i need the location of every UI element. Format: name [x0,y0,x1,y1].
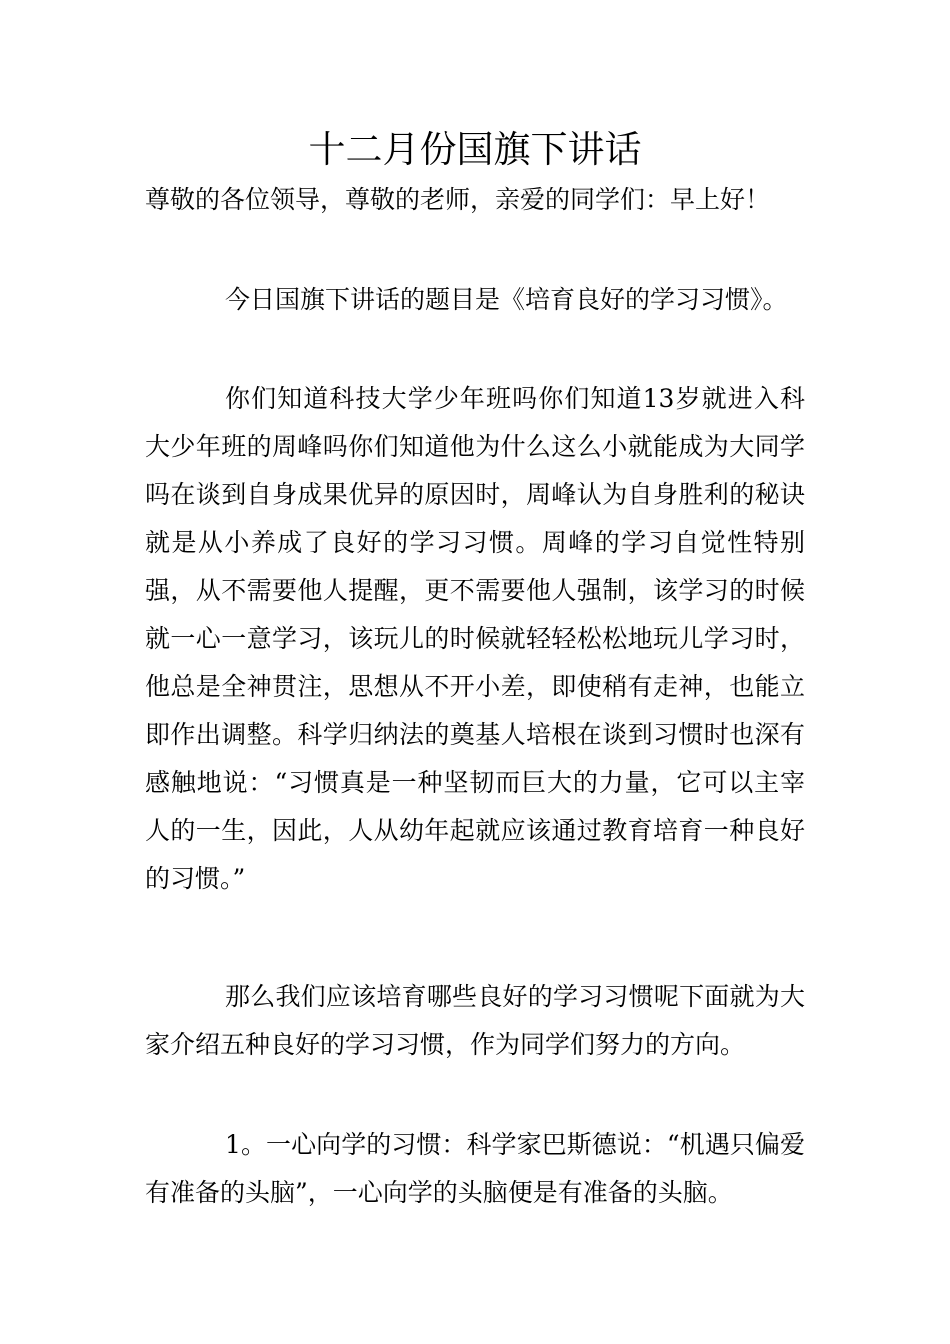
paragraph-habit-one: 1。一心向学的习惯：科学家巴斯德说：“机遇只偏爱有准备的头脑”，一心向学的头脑便是有准备的头脑。 [145,1130,805,1207]
paragraph-story: 你们知道科技大学少年班吗你们知道13岁就进入科大少年班的周峰吗你们知道他为什么这么小就能成为大同学吗在谈到自身成果优异的原因时，周峰认为自身胜利的秘诀就是从小养成了良好的学习习惯。周峰的学习自觉性特别强，从不需要他人提醒，更不需要他人强制，该学习的时候就一心一意学习，该玩儿的时候就轻轻松松地玩儿学习时，他总是全神贯注，思想从不开小差，即使稍有走神，也能立即作出调整。科学归纳法的奠基人培根在谈到习惯时也深有感触地说：“习惯真是一种坚韧而巨大的力量，它可以主宰人的一生，因此，人从幼年起就应该通过教育培育一种良好的习惯。” [145,384,805,893]
document-title: 十二月份国旗下讲话 [308,128,642,171]
greeting-line: 尊敬的各位领导，尊敬的老师，亲爱的同学们：早上好！ [145,185,771,214]
paragraph-intro: 那么我们应该培育哪些良好的学习习惯呢下面就为大家介绍五种良好的学习习惯，作为同学们努力的方向。 [145,982,805,1059]
paragraph-topic: 今日国旗下讲话的题目是《培育良好的学习习惯》。 [225,285,788,314]
